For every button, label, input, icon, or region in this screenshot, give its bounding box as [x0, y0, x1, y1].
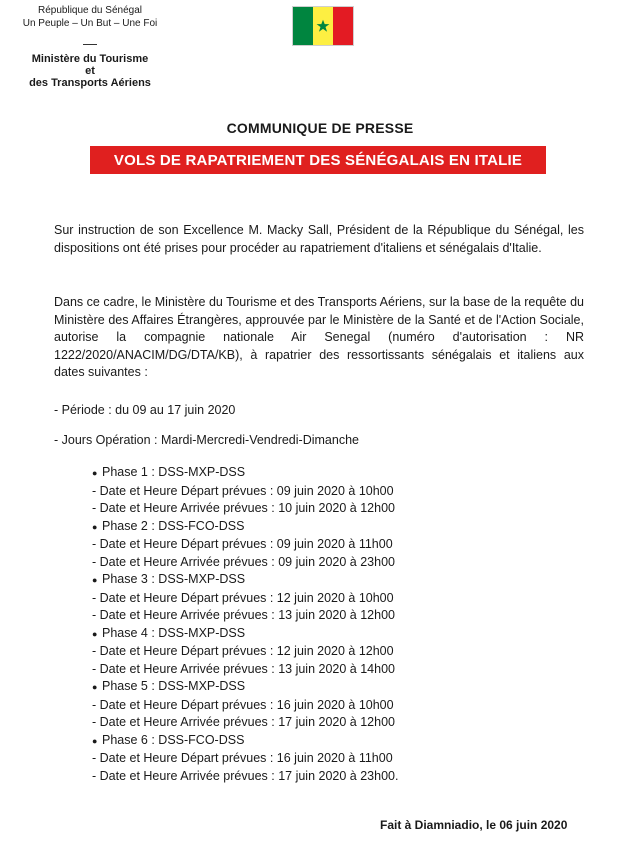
phase-title-text: Phase 1 : DSS-MXP-DSS: [102, 465, 246, 479]
phase-title-text: Phase 2 : DSS-FCO-DSS: [102, 518, 245, 533]
phase-title-text: Phase 4 : DSS-MXP-DSS: [102, 625, 246, 640]
document-title: COMMUNIQUE DE PRESSE: [226, 120, 414, 136]
bullet-icon: ●: [92, 468, 98, 478]
arrival-line: - Date et Heure Arrivée prévues : 17 juin 2020 à 12h00: [92, 715, 395, 729]
arrival-line: - Date et Heure Arrivée prévues : 13 juin 2020 à 12h00: [92, 608, 395, 622]
departure-line: - Date et Heure Départ prévues : 12 juin 2020 à 12h00: [92, 644, 394, 658]
departure-line: - Date et Heure Départ prévues : 16 juin 2020 à 10h00: [92, 697, 394, 712]
republic-name: République du Sénégal: [38, 5, 142, 16]
senegal-flag-icon: [292, 6, 354, 46]
headline-text: VOLS DE RAPATRIEMENT DES SÉNÉGALAIS EN ITALIE: [113, 151, 523, 169]
flag-band-yellow: [313, 7, 333, 45]
arrival-line: - Date et Heure Arrivée prévues : 09 juin 2020 à 23h00: [92, 554, 395, 569]
arrival-line: - Date et Heure Arrivée prévues : 10 juin 2020 à 12h00: [92, 501, 395, 515]
ministry-name-line1: Ministère du Tourisme: [31, 53, 149, 65]
bullet-icon: ●: [92, 682, 98, 692]
arrival-line: - Date et Heure Arrivée prévues : 13 juin 2020 à 14h00: [92, 661, 395, 676]
phase-title-text: Phase 3 : DSS-MXP-DSS: [102, 572, 246, 586]
national-motto: Un Peuple – Un But – Une Foi: [22, 18, 158, 29]
flag-band-red: [333, 7, 353, 45]
signature-place-date: Fait à Diamniadio, le 06 juin 2020: [380, 818, 568, 832]
letterhead: [20, 4, 160, 89]
departure-line: - Date et Heure Départ prévues : 09 juin 2020 à 10h00: [92, 483, 394, 498]
bullet-icon: ●: [92, 521, 98, 532]
phase-title: [92, 732, 398, 751]
headline-banner: [90, 146, 546, 174]
phase-title: [92, 571, 398, 590]
letterhead-divider: [83, 44, 97, 45]
departure-line: - Date et Heure Départ prévues : 16 juin 2020 à 11h00: [92, 751, 393, 765]
operation-days-line: - Jours Opération : Mardi-Mercredi-Vendredi-Dimanche: [54, 433, 359, 447]
phase-title-text: Phase 5 : DSS-MXP-DSS: [102, 679, 246, 693]
flag-band-green: [293, 7, 313, 45]
departure-line: - Date et Heure Départ prévues : 12 juin 2020 à 10h00: [92, 590, 394, 605]
flight-schedule: [92, 464, 398, 785]
phase-title: [92, 678, 398, 697]
paragraph-authorization: Dans ce cadre, le Ministère du Tourisme et des Transports Aériens, sur la base de la requête du Ministère des Affaires Étrangères, approuvée par le Ministère de la Santé et de l'Action Sociale, autorise la compagnie nationale Air Senegal (numéro d'autorisation : NR 1222/2020/ANACIM/DG/DTA/KB), à rapatrier des ressortissants sénégalais et italiens aux dates suivantes :: [54, 295, 584, 379]
paragraph-instruction: Sur instruction de son Excellence M. Macky Sall, Président de la République du Sénégal, les dispositions ont été prises pour procéder au rapatriement d'italiens et sénégalais d'Italie.: [54, 223, 584, 255]
star-icon: [316, 19, 330, 33]
bullet-icon: ●: [92, 735, 98, 746]
arrival-line: - Date et Heure Arrivée prévues : 17 juin 2020 à 23h00.: [92, 768, 399, 783]
phase-title: [92, 625, 398, 644]
bullet-icon: ●: [92, 575, 98, 585]
departure-line: - Date et Heure Départ prévues : 09 juin 2020 à 11h00: [92, 537, 393, 551]
ministry-name-line3: des Transports Aériens: [29, 77, 151, 89]
phase-title: [92, 518, 398, 537]
bullet-icon: ●: [92, 628, 98, 639]
phase-title: [92, 464, 398, 483]
period-line: - Période : du 09 au 17 juin 2020: [54, 403, 236, 417]
ministry-name-line2: et: [85, 65, 95, 77]
phase-title-text: Phase 6 : DSS-FCO-DSS: [102, 732, 245, 747]
